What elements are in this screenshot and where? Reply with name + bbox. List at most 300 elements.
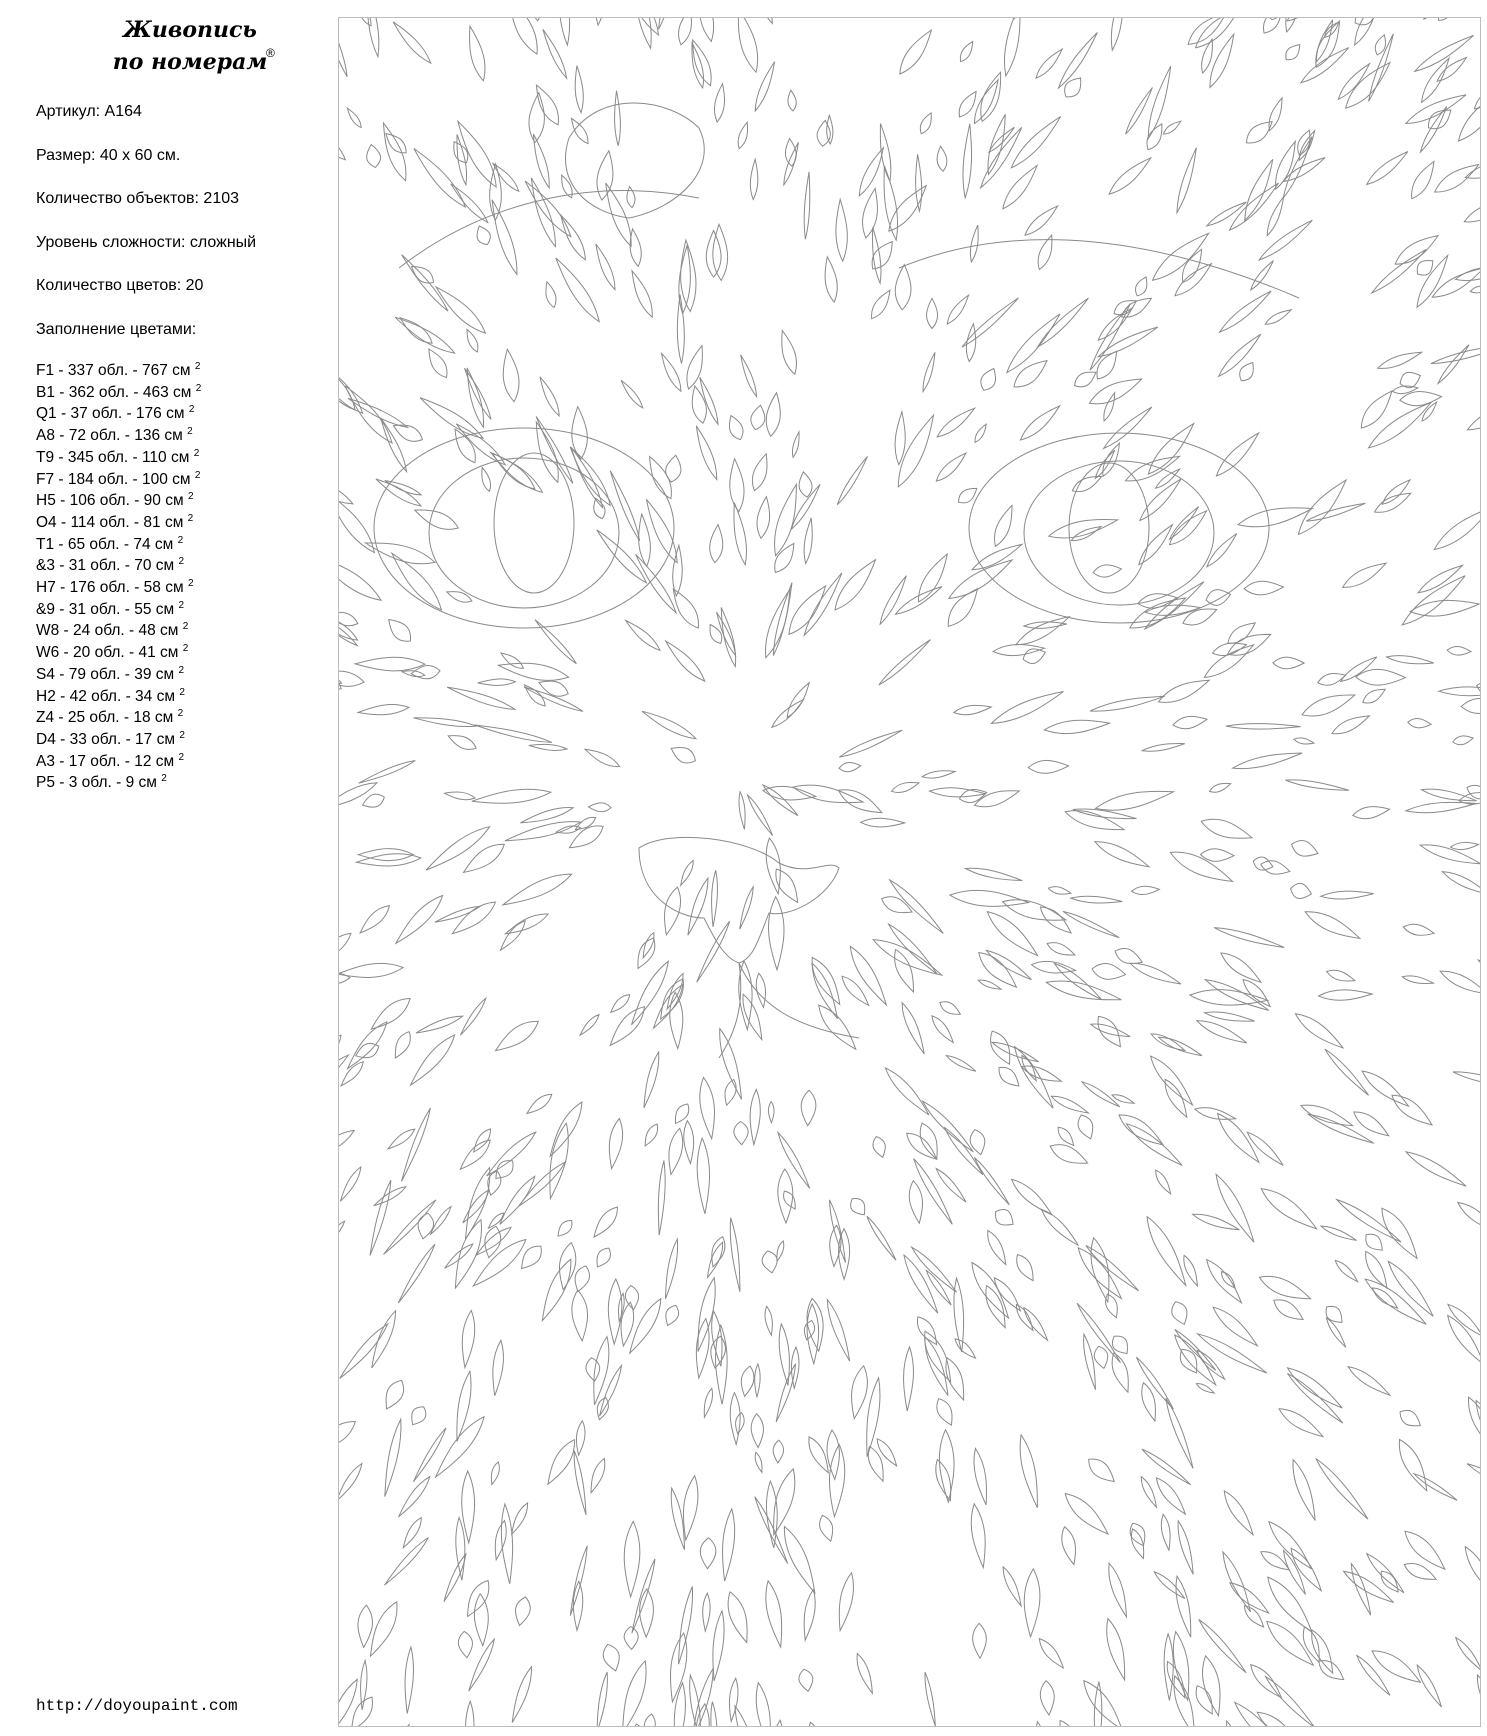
fur-stroke [763,786,816,800]
fur-stroke [836,199,847,261]
fur-stroke [1367,152,1408,185]
fur-stroke [756,1683,770,1727]
fur-stroke [710,525,723,563]
fur-stroke [1062,1527,1076,1565]
fur-stroke [673,545,683,596]
fill-item [36,772,326,794]
fur-stroke [516,1597,531,1626]
fur-stroke [1094,1346,1108,1368]
fur-stroke [895,265,911,310]
fur-stroke [688,878,708,935]
fur-stroke [1367,1554,1404,1593]
fur-stroke [741,1366,754,1396]
fill-item-text: W8 - 24 обл. - 48 см [36,622,183,640]
fur-stroke [770,1720,784,1727]
fur-stroke [500,1176,535,1224]
fill-item-text: H2 - 42 обл. - 34 см [36,687,180,705]
fur-stroke [666,641,705,681]
fill-item [36,729,326,751]
head-top-left [399,191,699,268]
fur-stroke [1058,1127,1073,1145]
fur-stroke [900,30,932,74]
fur-stroke [809,1722,821,1727]
fur-stroke [1024,1308,1048,1341]
fur-stroke [768,897,784,970]
fur-stroke [420,398,483,439]
mouth-line [719,963,859,1058]
fur-stroke [1112,1353,1128,1392]
fill-item [36,360,326,382]
fur-stroke [917,1317,936,1345]
fur-stroke [851,1199,865,1215]
fur-stroke [981,127,1022,187]
fur-stroke [503,349,519,402]
fur-stroke [1266,1677,1315,1727]
fur-stroke [1442,872,1481,895]
fur-stroke [384,1200,436,1255]
fur-stroke [594,1207,617,1237]
fur-stroke [970,225,978,262]
fur-stroke [1205,1012,1255,1021]
color-fill-list [36,360,326,794]
fur-stroke [697,1138,709,1214]
fur-stroke [608,1279,622,1344]
fur-stroke [1456,1637,1481,1670]
fill-item [36,599,326,621]
fur-stroke [675,1104,688,1123]
fur-stroke [624,1521,640,1596]
fur-stroke [752,454,767,491]
fur-stroke [775,543,794,572]
fur-stroke [750,1089,760,1144]
fur-stroke [1094,1682,1102,1727]
fill-item-text: D4 - 33 обл. - 17 см [36,730,180,748]
fur-stroke [1132,886,1160,894]
fur-stroke [1267,197,1284,236]
fur-stroke [367,145,381,168]
fur-stroke [712,870,718,927]
fur-stroke [339,358,363,413]
fur-stroke [630,1299,661,1353]
fur-stroke [559,18,569,45]
fur-stroke [472,789,551,803]
fur-stroke [1375,35,1385,55]
fur-stroke [804,518,812,564]
fur-stroke [498,663,568,680]
fur-stroke [852,1366,868,1419]
fur-stroke [591,1458,605,1492]
fur-stroke [1093,565,1121,577]
fill-item-text: S4 - 79 обл. - 39 см [36,665,179,683]
fur-stroke [981,369,996,391]
fur-stroke [692,1668,713,1727]
fur-stroke [536,416,573,483]
fur-stroke [367,18,379,57]
fur-stroke [1147,1217,1186,1286]
fur-stroke [1325,1049,1369,1095]
fill-item-unit-superscript: 2 [177,534,184,546]
fur-stroke [700,1538,716,1569]
fur-stroke [1028,760,1068,773]
fur-stroke [632,271,652,317]
difficulty-level: Уровень сложности: сложный [36,233,257,251]
fur-stroke [574,1451,586,1515]
fur-stroke [784,1527,814,1593]
fur-stroke [744,18,773,24]
fur-stroke [1142,1449,1191,1485]
fur-stroke [991,692,1063,724]
fur-stroke [470,26,485,81]
fur-stroke [787,683,809,718]
fur-stroke [644,1714,655,1727]
fur-stroke [1003,1567,1021,1606]
fur-stroke [1453,1072,1481,1087]
fur-stroke [1164,1634,1173,1701]
fur-stroke [1012,1179,1052,1214]
fur-stroke [1318,674,1346,686]
fill-item-text: B1 - 362 обл. - 463 см [36,383,196,401]
fur-stroke [503,874,572,905]
fur-stroke [1071,896,1123,903]
fur-stroke [946,1358,964,1400]
fur-stroke [873,1137,885,1158]
fur-stroke [1090,304,1130,370]
fur-stroke [1382,1208,1417,1258]
fur-stroke [357,18,371,26]
fur-stroke [548,1440,575,1485]
fur-stroke [1387,656,1434,664]
fur-stroke [659,18,676,29]
fur-stroke [500,921,525,951]
fur-stroke [872,290,890,319]
fur-stroke [1049,519,1118,538]
fur-stroke [1257,1712,1296,1727]
fur-stroke [348,398,408,427]
fur-stroke [972,544,1022,569]
fill-item-unit-superscript: 2 [188,404,195,416]
fur-stroke [1190,990,1268,1006]
fur-stroke [1303,1627,1319,1662]
fur-stroke [1351,1564,1370,1616]
fill-item-text: Q1 - 37 обл. - 176 см [36,405,189,423]
fur-stroke [1220,291,1272,332]
fur-stroke [1400,1410,1420,1425]
fill-item [36,403,326,425]
fur-stroke [482,468,491,492]
fur-stroke [473,1240,526,1287]
fur-stroke [782,331,797,375]
fur-stroke [358,705,409,715]
fur-stroke [1438,18,1454,20]
fur-stroke [597,1248,610,1267]
fill-item-unit-superscript: 2 [182,643,189,655]
fur-stroke [1447,646,1471,655]
fur-stroke [1135,277,1146,296]
fur-stroke [1341,657,1377,682]
fur-stroke [1206,590,1230,606]
fur-stroke [478,679,516,686]
fill-item-text: Z4 - 25 обл. - 18 см [36,709,178,727]
fur-stroke [1423,18,1480,19]
fur-stroke [642,711,696,739]
fur-stroke [624,1627,638,1650]
fur-stroke [947,295,968,324]
fur-stroke [339,1464,362,1501]
fur-stroke [399,1477,430,1517]
fur-stroke [666,1305,679,1325]
fur-stroke [1265,310,1291,325]
fur-stroke [863,188,878,238]
fur-stroke [966,324,975,362]
fur-stroke [1332,716,1369,734]
fur-stroke [1047,943,1075,955]
fur-stroke [1335,1260,1357,1281]
fur-stroke [902,1003,924,1054]
fur-stroke [776,1364,795,1422]
fur-stroke [960,41,972,61]
fur-stroke [939,1430,954,1502]
fur-stroke [415,510,459,529]
fur-stroke [988,1230,1006,1264]
fur-stroke [872,242,892,269]
fur-stroke [491,1462,499,1485]
fur-stroke [371,1602,398,1656]
fur-stroke [550,1102,582,1156]
fur-stroke [1109,158,1151,194]
fur-stroke [1295,1014,1343,1048]
fur-stroke [529,744,567,750]
fur-stroke [600,1365,622,1416]
fur-stroke [817,121,830,147]
fill-item-text: F7 - 184 обл. - 100 см [36,470,195,488]
fur-stroke [1126,88,1153,135]
fur-stroke [1156,1170,1171,1194]
fur-stroke [1467,1464,1481,1500]
fur-stroke [692,43,704,88]
nose-outline [639,837,839,963]
fur-stroke [1477,1675,1481,1717]
fur-stroke [1382,480,1410,505]
fur-stroke [550,1123,568,1199]
fur-stroke [597,1672,607,1727]
fur-stroke [1073,809,1137,819]
fur-stroke [1188,18,1226,44]
fur-stroke [1294,738,1314,744]
fur-stroke [1226,724,1301,729]
fur-stroke [609,1119,622,1169]
fur-stroke [720,1029,742,1100]
fur-stroke [1455,267,1481,281]
fur-stroke [837,456,867,505]
fur-stroke [766,590,790,658]
fur-stroke [1321,891,1374,899]
fur-stroke [677,295,684,364]
fur-stroke [880,576,906,625]
fur-stroke [585,749,620,766]
fur-stroke [623,1661,646,1727]
fur-stroke [636,554,676,612]
fur-stroke [426,827,490,870]
fur-stroke [580,1015,599,1036]
fur-stroke [1156,1478,1185,1514]
fur-stroke [1269,1522,1311,1569]
fill-item [36,620,326,642]
fur-stroke [1316,1459,1368,1520]
fur-stroke [1467,398,1481,430]
fur-stroke [1431,344,1481,363]
fur-stroke [586,1358,600,1382]
fur-stroke [1023,649,1045,664]
fur-stroke [393,22,431,63]
fur-stroke [708,1242,723,1277]
fur-stroke [536,422,558,482]
fur-stroke [1176,1576,1191,1637]
fur-stroke [885,1068,929,1115]
cat-outline-artwork [339,18,1481,1727]
fur-stroke [1301,48,1349,83]
fur-stroke [1406,1152,1466,1186]
fur-stroke [839,1573,853,1631]
fur-stroke [949,560,1012,599]
fur-stroke [670,992,683,1048]
fur-stroke [1261,1552,1290,1570]
fur-stroke [340,1324,388,1379]
fur-stroke [611,995,630,1013]
fur-stroke [1306,503,1365,521]
fur-stroke [999,1067,1019,1086]
fur-stroke [859,148,883,196]
fur-stroke [1292,841,1318,857]
product-info [36,100,326,354]
fur-stroke [339,18,347,77]
fur-stroke [926,1270,951,1305]
fur-stroke [1301,1105,1353,1125]
fur-stroke [699,18,714,41]
fur-stroke [1095,842,1149,867]
fur-stroke [922,771,955,778]
fill-item [36,512,326,534]
fur-stroke [371,999,410,1030]
fur-stroke [1439,687,1481,696]
fur-stroke [1041,1209,1078,1245]
fur-stroke [589,803,612,812]
fur-stroke [1153,233,1209,280]
right-eye-pupil [1069,463,1149,593]
fill-item-text: T9 - 345 обл. - 110 см [36,448,194,466]
fur-stroke [1453,736,1473,745]
fur-stroke [1415,35,1474,71]
fur-stroke [740,887,754,929]
fur-stroke [1078,1248,1121,1299]
fur-stroke [445,792,476,800]
fur-stroke [1400,391,1442,405]
fur-stroke [829,1444,844,1516]
fur-stroke [542,1259,571,1320]
fur-stroke [411,1035,455,1085]
fur-stroke [630,229,641,266]
article-number: Артикул: А164 [36,103,142,120]
fur-stroke [936,453,966,481]
fur-stroke [1054,963,1101,999]
fur-stroke [1177,148,1197,213]
fur-stroke [666,1239,678,1299]
canvas-size: Размер: 40 x 60 см. [36,146,181,164]
fur-stroke [1017,1255,1033,1281]
fur-stroke [1084,1681,1122,1727]
fur-stroke [738,18,757,72]
fur-stroke [1474,83,1481,109]
fur-stroke [594,1337,609,1405]
fur-stroke [646,499,677,563]
brand-line-2: по номерам [112,49,268,75]
fur-stroke [775,484,797,555]
fur-stroke [370,1180,391,1255]
fur-stroke [1247,122,1273,143]
fur-stroke [756,973,765,1007]
fur-stroke [993,645,1045,656]
fur-stroke [1470,286,1481,293]
fur-stroke [339,1421,355,1450]
website-link[interactable]: http://doyoupaint.com [36,1697,238,1715]
fur-stroke [465,368,492,419]
fur-stroke [412,1407,426,1425]
fur-stroke [981,72,1001,121]
fur-stroke [501,1504,512,1584]
fur-stroke [755,1497,788,1564]
fur-stroke [396,896,443,944]
fur-stroke [779,1324,789,1386]
fur-stroke [723,1509,735,1581]
fur-stroke [463,1190,489,1223]
fur-stroke [402,1108,431,1181]
fur-stroke [923,352,935,391]
fur-stroke [1276,141,1296,189]
fur-stroke [909,1181,922,1224]
fill-item-text: A3 - 17 обл. - 12 см [36,752,179,770]
fur-stroke [339,1221,345,1247]
fur-stroke [1293,1460,1315,1521]
fur-stroke [1040,1681,1054,1715]
fur-stroke [923,1101,974,1152]
fur-stroke [793,785,863,803]
fur-stroke [487,1132,536,1176]
fur-stroke [937,146,947,171]
fur-stroke [1071,527,1101,541]
fur-stroke [1175,264,1211,296]
fur-stroke [734,503,747,565]
fur-stroke [339,476,353,504]
fur-stroke [1477,682,1481,696]
fur-stroke [778,1169,793,1223]
fur-stroke [339,933,351,962]
fur-stroke [395,317,455,353]
fur-stroke [890,880,944,934]
fur-stroke [1161,1514,1170,1550]
fur-stroke [576,1421,585,1456]
fur-stroke [1458,1202,1481,1232]
fur-stroke [1291,883,1312,898]
fur-stroke [804,172,810,239]
fur-stroke [807,1298,823,1351]
fur-stroke [1361,391,1392,428]
fur-stroke [1219,334,1261,376]
fur-stroke [1338,64,1369,100]
brand-logo [90,14,290,78]
fur-stroke [1130,963,1181,984]
fur-stroke [1210,34,1234,87]
fur-stroke [703,1593,710,1631]
fur-stroke [1172,1302,1187,1325]
